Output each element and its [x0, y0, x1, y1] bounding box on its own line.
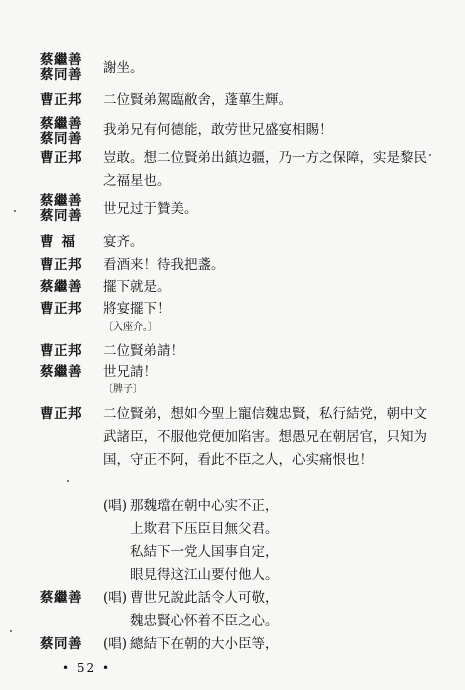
scan-speck: [14, 210, 16, 212]
sung-line: 上欺君下压臣目無父君。: [130, 521, 279, 537]
speaker-name: 蔡繼善: [40, 364, 82, 380]
sung-marker: (唱): [103, 498, 128, 514]
sung-line: 總結下在朝的大小臣等，: [130, 636, 279, 652]
line-text: 將宴擺下！: [103, 301, 171, 317]
speaker-name: 蔡繼善: [40, 279, 82, 295]
speaker-name: 蔡繼善: [40, 116, 82, 132]
speaker-name: 蔡繼善: [40, 590, 82, 606]
sung-line: 私結下一党人国事自定，: [130, 544, 279, 560]
speaker-name: 曹福: [40, 234, 83, 250]
speaker-name: 蔡同善: [40, 208, 82, 224]
page-number: • 52 •: [62, 661, 112, 675]
speaker-name: 蔡繼善: [40, 193, 82, 209]
line-text: 二位賢弟請！: [103, 343, 184, 359]
line-text: 看酒来！待我把盞。: [103, 257, 225, 273]
speaker-name: 曹正邦: [40, 257, 82, 273]
scan-speck: [429, 154, 431, 156]
stage-direction: 〔入座介。〕: [103, 322, 158, 333]
speaker-name: 曹正邦: [40, 406, 82, 422]
line-text: 二位賢弟駕臨敝舍，蓬蓽生輝。: [103, 92, 292, 108]
scan-speck: [10, 630, 12, 632]
line-text: 謝坐。: [103, 60, 144, 76]
speaker-name: 曹正邦: [40, 150, 82, 166]
sung-marker: (唱): [103, 636, 128, 652]
speaker-name: 曹正邦: [40, 301, 82, 317]
scan-speck: [67, 480, 69, 482]
speaker-name: 蔡同善: [40, 131, 82, 147]
line-text: 宴齐。: [103, 234, 144, 250]
speaker-name: 蔡繼善: [40, 52, 82, 68]
line-text: 世兄过于贊美。: [103, 201, 198, 217]
speaker-name: 蔡同善: [40, 67, 82, 83]
sung-line: 眼見得这江山要付他人。: [130, 567, 279, 583]
stage-direction: 〔牌子〕: [103, 384, 143, 395]
line-text: 二位賢弟，想如今聖上寵信魏忠賢，私行結党，朝中文武諸臣，不服他党便加陷害。想愚兄在朝居官，只知为国，守正不阿，看此不臣之人，心实痛恨也！: [103, 406, 427, 468]
speaker-name: 蔡同善: [40, 636, 82, 652]
line-text: 世兄請！: [103, 364, 157, 380]
sung-line: 魏忠賢心怀着不臣之心。: [130, 613, 279, 629]
sung-line: 那魏璫在朝中心实不正，: [130, 498, 279, 514]
speaker-name: 曹正邦: [40, 92, 82, 108]
line-text: 擺下就是。: [103, 279, 171, 295]
sung-line: 曹世兄說此話令人可敬，: [130, 590, 279, 606]
sung-marker: (唱): [103, 590, 128, 606]
speaker-name: 曹正邦: [40, 343, 82, 359]
line-text: 我弟兄有何德能，敢劳世兄盛宴相賜！: [103, 122, 333, 138]
line-text: 豈敢。想二位賢弟出鎮边疆，乃一方之保障，实是黎民之福星也。: [103, 150, 427, 189]
